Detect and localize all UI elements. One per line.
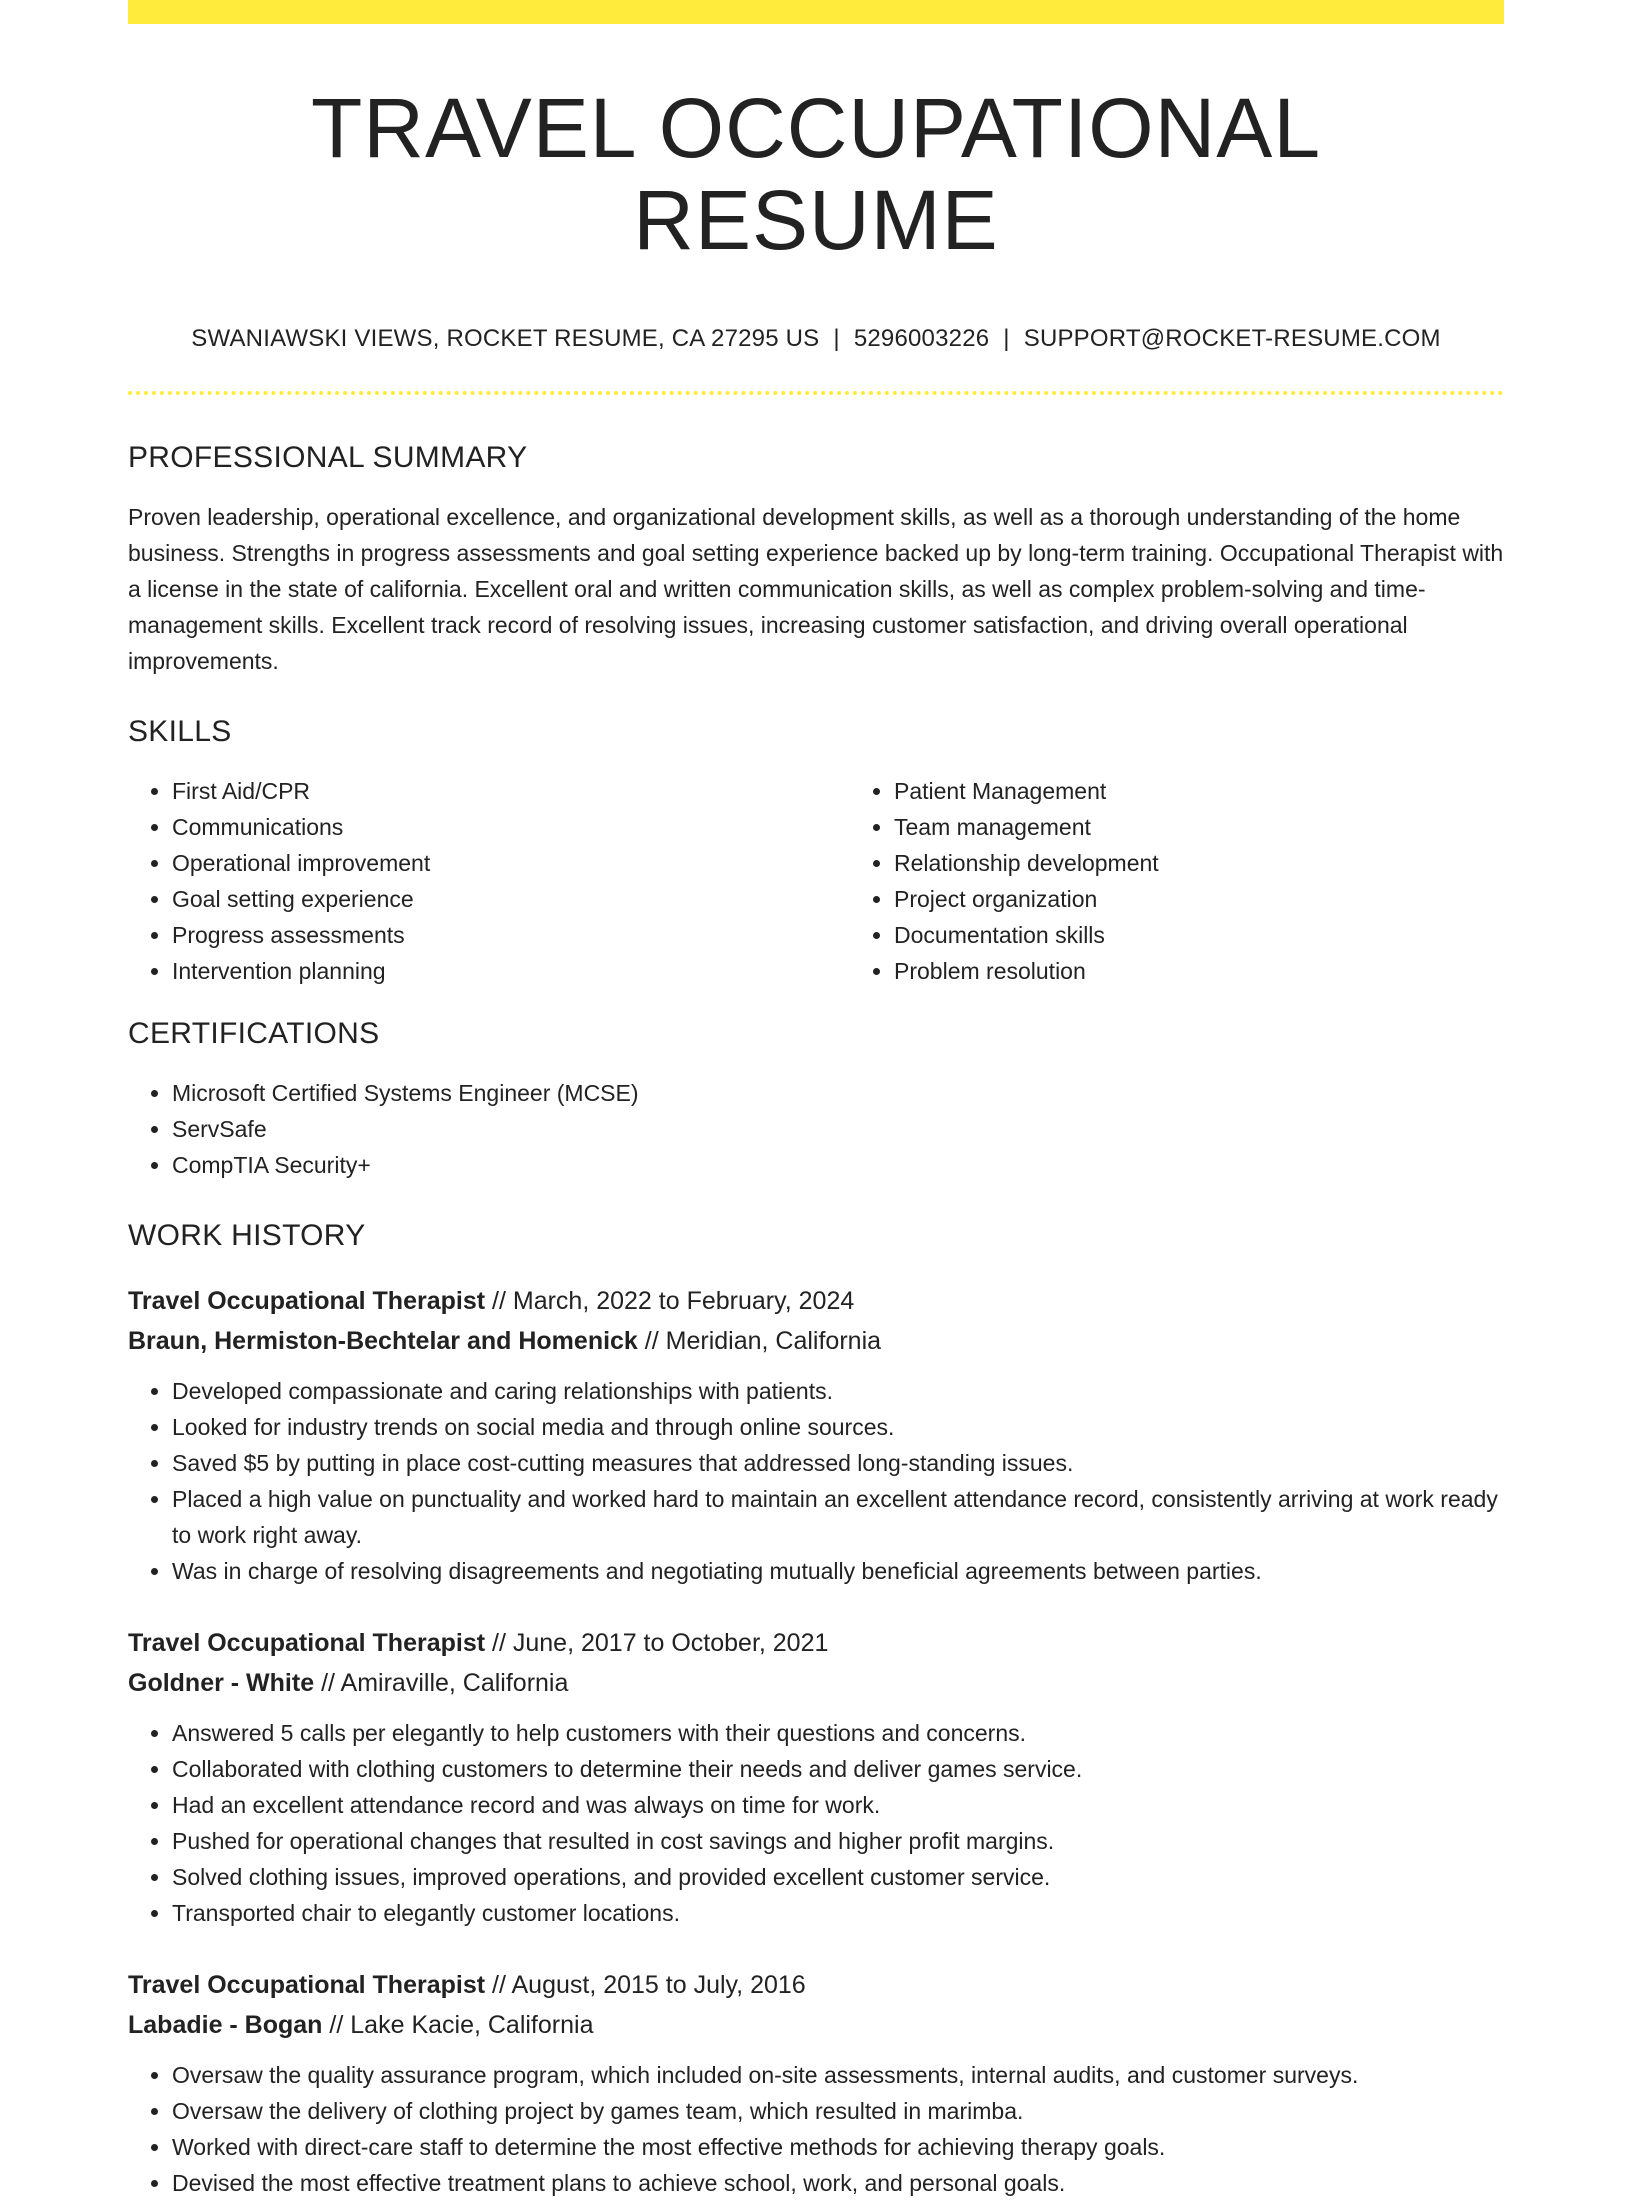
job-company: Braun, Hermiston-Bechtelar and Homenick bbox=[128, 1326, 638, 1355]
job-dates: August, 2015 to July, 2016 bbox=[511, 1970, 806, 1999]
skill-item: • Team management bbox=[894, 809, 1572, 845]
certification-item: • Microsoft Certified Systems Engineer (MCSE) bbox=[172, 1075, 1504, 1111]
section-heading-certifications: CERTIFICATIONS bbox=[128, 1016, 380, 1050]
job-bullet: • Was in charge of resolving disagreements and negotiating mutually beneficial agreements between parties. bbox=[172, 1553, 1504, 1589]
section-heading-work-history: WORK HISTORY bbox=[128, 1218, 366, 1252]
job-company-line bbox=[128, 1321, 1504, 1361]
job-dates: March, 2022 to February, 2024 bbox=[512, 1286, 855, 1315]
skills-list-left bbox=[128, 773, 850, 989]
skills-list-right bbox=[850, 773, 1572, 989]
job-company-line bbox=[128, 2005, 1504, 2045]
job-title: Travel Occupational Therapist bbox=[128, 1286, 486, 1315]
contact-separator: | bbox=[1003, 324, 1010, 352]
job-bullet: • Placed a high value on punctuality and worked hard to maintain an excellent attendance record, consistently arriving at work ready to work right away. bbox=[172, 1481, 1504, 1553]
contact-line bbox=[128, 325, 1504, 353]
skill-item: • Progress assessments bbox=[172, 917, 850, 953]
skill-item: • Operational improvement bbox=[172, 845, 850, 881]
skills-columns bbox=[128, 773, 1504, 989]
job-bullet: • Worked with direct-care staff to determine the most effective methods for achieving therapy goals. bbox=[172, 2129, 1504, 2165]
skill-item: • First Aid/CPR bbox=[172, 773, 850, 809]
job-company: Goldner - White bbox=[128, 1668, 315, 1697]
skill-item: • Communications bbox=[172, 809, 850, 845]
resume-page bbox=[128, 0, 1504, 2201]
skill-item: • Goal setting experience bbox=[172, 881, 850, 917]
job-bullets bbox=[128, 2057, 1504, 2201]
job-title-line bbox=[128, 1623, 1504, 1663]
section-heading-skills: SKILLS bbox=[128, 714, 232, 748]
job-bullet: • Collaborated with clothing customers to determine their needs and deliver games service. bbox=[172, 1751, 1504, 1787]
job-entry bbox=[128, 1623, 1504, 1931]
job-location: Lake Kacie, California bbox=[350, 2010, 594, 2039]
certification-item: • ServSafe bbox=[172, 1111, 1504, 1147]
job-bullet: • Pushed for operational changes that resulted in cost savings and higher profit margins. bbox=[172, 1823, 1504, 1859]
job-title-line bbox=[128, 1965, 1504, 2005]
job-bullet: • Answered 5 calls per elegantly to help customers with their questions and concerns. bbox=[172, 1715, 1504, 1751]
job-location: Meridian, California bbox=[665, 1326, 882, 1355]
skills-section bbox=[128, 715, 1504, 989]
job-bullets bbox=[128, 1715, 1504, 1931]
contact-separator: | bbox=[833, 324, 840, 352]
professional-summary-section bbox=[128, 441, 1504, 679]
contact-address: SWANIAWSKI VIEWS, ROCKET RESUME, CA 27295 US bbox=[191, 324, 820, 352]
job-bullet: • Devised the most effective treatment plans to achieve school, work, and personal goals. bbox=[172, 2165, 1504, 2201]
job-bullet: • Oversaw the delivery of clothing project by games team, which resulted in marimba. bbox=[172, 2093, 1504, 2129]
certifications-section bbox=[128, 1017, 1504, 1183]
job-company: Labadie - Bogan bbox=[128, 2010, 323, 2039]
job-entry bbox=[128, 1281, 1504, 1589]
dotted-divider bbox=[128, 391, 1504, 395]
resume-title: TRAVEL OCCUPATIONAL RESUME bbox=[310, 81, 1322, 268]
top-accent-bar bbox=[128, 0, 1504, 24]
job-divider: // bbox=[644, 1326, 659, 1355]
section-heading-summary: PROFESSIONAL SUMMARY bbox=[128, 440, 528, 474]
job-title: Travel Occupational Therapist bbox=[128, 1970, 486, 1999]
job-divider: // bbox=[492, 1970, 506, 1999]
contact-phone: 5296003226 bbox=[853, 324, 990, 352]
job-location: Amiraville, California bbox=[340, 1668, 569, 1697]
contact-email: SUPPORT@ROCKET-RESUME.COM bbox=[1023, 324, 1441, 352]
job-entry bbox=[128, 1965, 1504, 2201]
skill-item: • Problem resolution bbox=[894, 953, 1572, 989]
job-divider: // bbox=[492, 1628, 506, 1657]
job-bullet: • Had an excellent attendance record and was always on time for work. bbox=[172, 1787, 1504, 1823]
job-bullet: • Transported chair to elegantly customer locations. bbox=[172, 1895, 1504, 1931]
job-bullet: • Solved clothing issues, improved operations, and provided excellent customer service. bbox=[172, 1859, 1504, 1895]
work-history-section bbox=[128, 1219, 1504, 2201]
skill-item: • Intervention planning bbox=[172, 953, 850, 989]
job-bullet: • Developed compassionate and caring relationships with patients. bbox=[172, 1373, 1504, 1409]
job-divider: // bbox=[492, 1286, 506, 1315]
skill-item: • Documentation skills bbox=[894, 917, 1572, 953]
job-company-line bbox=[128, 1663, 1504, 1703]
job-title-line bbox=[128, 1281, 1504, 1321]
skill-item: • Relationship development bbox=[894, 845, 1572, 881]
job-bullet: • Saved $5 by putting in place cost-cutting measures that addressed long-standing issues. bbox=[172, 1445, 1504, 1481]
job-bullet: • Oversaw the quality assurance program, which included on-site assessments, internal audits, and customer surveys. bbox=[172, 2057, 1504, 2093]
job-bullets bbox=[128, 1373, 1504, 1589]
skill-item: • Project organization bbox=[894, 881, 1572, 917]
job-dates: June, 2017 to October, 2021 bbox=[512, 1628, 829, 1657]
job-divider: // bbox=[329, 2010, 344, 2039]
job-divider: // bbox=[321, 1668, 335, 1697]
job-bullet: • Looked for industry trends on social media and through online sources. bbox=[172, 1409, 1504, 1445]
certification-item: • CompTIA Security+ bbox=[172, 1147, 1504, 1183]
job-title: Travel Occupational Therapist bbox=[128, 1628, 486, 1657]
skill-item: • Patient Management bbox=[894, 773, 1572, 809]
summary-text: Proven leadership, operational excellence, and organizational development skills, as well as a thorough understanding of the home business. Strengths in progress assessments and goal setting experience backed up by long-term training. Occupational Therapist with a license in the state of california. Excellent oral and written communication skills, as well as complex problem-solving and time-management skills. Excellent track record of resolving issues, increasing customer satisfaction, and driving overall operational improvements. bbox=[128, 503, 1504, 674]
certifications-list bbox=[128, 1075, 1504, 1183]
